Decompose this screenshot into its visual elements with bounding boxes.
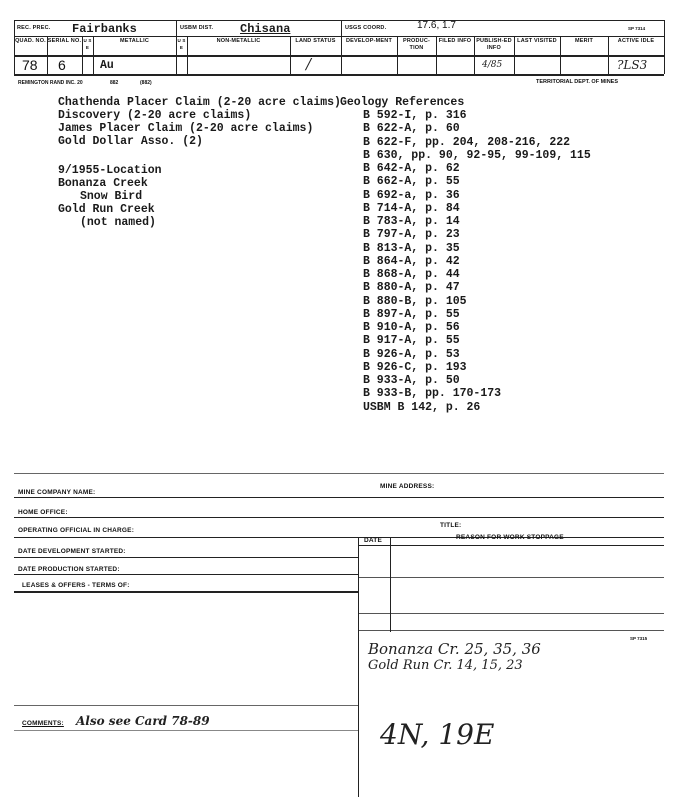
handwritten-bonanza: Bonanza Cr. 25, 35, 36: [368, 640, 541, 658]
col-serial-no: SERIAL NO.: [47, 38, 82, 44]
reference-item: B 622-F, pp. 204, 208-216, 222: [363, 135, 571, 149]
col-published-info: PUBLISH-ED INFO: [476, 38, 512, 51]
metallic-value: Au: [100, 59, 114, 72]
col-filed-info: FILED INFO: [438, 38, 472, 44]
reference-item: B 880-A, p. 47: [363, 281, 460, 295]
reference-item: B 662-A, p. 55: [363, 175, 460, 189]
comments-value: Also see Card 78-89: [76, 714, 210, 728]
location-creek: Bonanza Creek: [58, 177, 148, 190]
reference-item: B 917-A, p. 55: [363, 334, 460, 348]
handwritten-gold-run: Gold Run Cr. 14, 15, 23: [368, 658, 523, 673]
reference-item: B 926-C, p. 193: [363, 360, 467, 374]
reference-item: B 592-I, p. 316: [363, 109, 467, 122]
usgs-coord-label: USGS COORD.: [345, 25, 387, 31]
col-land-status: LAND STATUS: [295, 38, 336, 44]
rec-prec-value: Fairbanks: [72, 22, 137, 36]
location-sub: (not named): [80, 216, 156, 229]
references-list: [363, 109, 591, 414]
reference-item: B 630, pp. 90, 92-95, 99-109, 115: [363, 148, 591, 162]
col-development: DEVELOP-MENT: [345, 38, 393, 44]
claim-line: Gold Dollar Asso. (2): [58, 135, 203, 148]
reference-item: B 933-A, p. 50: [363, 374, 460, 387]
col-quad-no: QUAD. NO.: [15, 38, 46, 44]
col-last-visited: LAST VISITED: [517, 38, 557, 44]
reference-item: B 692-a, p. 36: [363, 188, 460, 202]
reference-item: B 813-A, p. 35: [363, 241, 460, 255]
reference-item: B 797-A, p. 23: [363, 228, 460, 242]
active-idle-value: ?LS3: [617, 58, 648, 72]
reference-item: B 926-A, p. 53: [363, 347, 460, 361]
comments-label: COMMENTS:: [22, 720, 64, 727]
published-info-value: 4/85: [482, 60, 503, 70]
claims-list: [58, 96, 341, 148]
location-date: 9/1955-Location: [58, 164, 162, 177]
reference-item: B 714-A, p. 84: [363, 201, 460, 215]
home-office-label: HOME OFFICE:: [18, 509, 68, 516]
quad-no-value: 78: [22, 57, 38, 73]
reference-item: B 868-A, p. 44: [363, 268, 460, 281]
title-label: TITLE:: [440, 522, 462, 529]
dev-started-label: DATE DEVELOPMENT STARTED:: [18, 548, 126, 555]
reference-item: B 897-A, p. 55: [363, 307, 460, 321]
printer-code-2: (882): [140, 80, 152, 86]
locations-block: [58, 164, 162, 229]
col-active-idle: ACTIVE IDLE: [617, 38, 655, 44]
claim-line: James Placer Claim (2-20 acre claims): [58, 122, 314, 135]
handwritten-township: 4N, 19E: [380, 718, 495, 751]
reference-item: B 622-A, p. 60: [363, 122, 460, 136]
reference-item: B 880-B, p. 105: [363, 294, 467, 308]
claim-line: Chathenda Placer Claim (2-20 acre claims): [58, 96, 341, 109]
col-metallic: METALLIC: [120, 38, 149, 44]
mine-company-label: MINE COMPANY NAME:: [18, 489, 96, 496]
land-status-value: /: [306, 55, 312, 73]
prod-started-label: DATE PRODUCTION STARTED:: [18, 566, 120, 573]
location-sub: Snow Bird: [80, 190, 143, 203]
mine-address-label: MINE ADDRESS:: [380, 483, 435, 490]
serial-no-value: 6: [58, 57, 66, 73]
reference-item: USBM B 142, p. 26: [363, 400, 481, 414]
col-merit: MERIT: [574, 38, 594, 44]
printer-line: REMINGTON RAND INC. 20: [18, 80, 83, 86]
col-non-metallic: NON-METALLIC: [216, 38, 261, 44]
form-code: SP 7314: [628, 26, 646, 31]
usbm-dist-label: USBM DIST.: [180, 25, 214, 31]
printer-code: 882: [110, 80, 119, 86]
reference-item: B 783-A, p. 14: [363, 215, 460, 228]
reference-item: B 910-A, p. 56: [363, 321, 460, 334]
reference-item: B 864-A, p. 42: [363, 254, 460, 268]
location-creek: Gold Run Creek: [58, 203, 155, 216]
col-use-2: U S E: [177, 38, 186, 50]
col-use-1: U S E: [83, 38, 92, 50]
reference-item: B 642-A, p. 62: [363, 162, 460, 175]
operating-official-label: OPERATING OFFICIAL IN CHARGE:: [18, 527, 135, 534]
col-production: PRODUC-TION: [402, 38, 431, 51]
form-code-2: SP 7315: [630, 636, 648, 641]
leases-label: LEASES & OFFERS - TERMS OF:: [22, 582, 130, 589]
usbm-dist-value: Chisana: [240, 22, 291, 36]
date-label: DATE: [364, 537, 383, 544]
reason-label: REASON FOR WORK STOPPAGE: [456, 534, 564, 541]
usgs-coord-value: 17.6, 1.7: [417, 20, 456, 31]
reference-item: B 933-B, pp. 170-173: [363, 387, 502, 401]
rec-prec-label: REC. PREC.: [17, 25, 51, 31]
references-heading: Geology References: [340, 96, 465, 109]
claim-line: Discovery (2-20 acre claims): [58, 109, 252, 122]
territorial-dept: TERRITORIAL DEPT. OF MINES: [536, 79, 618, 85]
